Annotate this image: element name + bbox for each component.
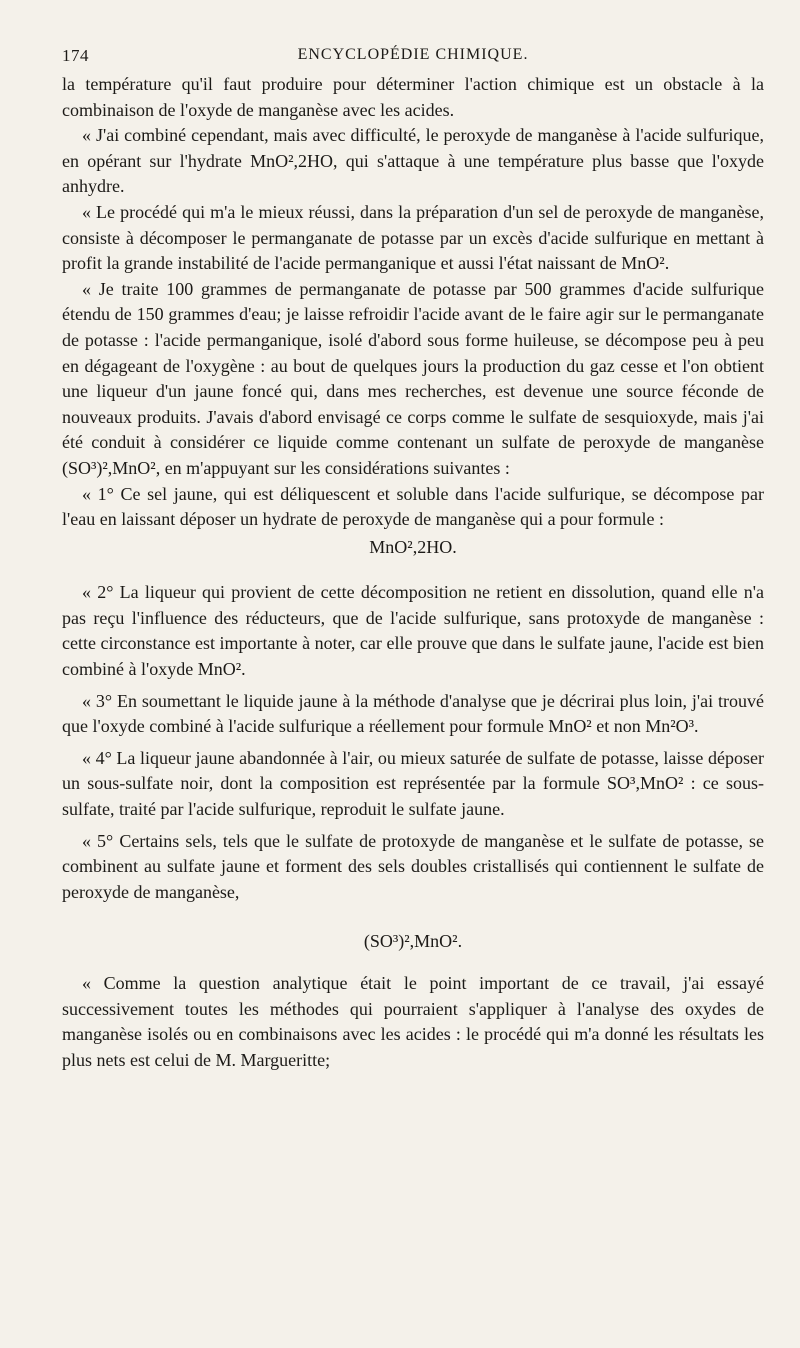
paragraph: « 5° Certains sels, tels que le sulfate de protoxyde de manganèse et le sulfate de potasse, se combinent au sulfate jaune et forment des sels doubles cristallisés qui contiennent le sulfate de peroxyde de manganèse, [62,830,764,902]
running-title: ENCYCLOPÉDIE CHIMIQUE. [297,46,529,63]
paragraph: « Comme la question analytique était le point important de ce travail, j'ai essayé successivement toutes les méthodes qui pourraient s'appliquer à l'analyse des oxydes de manganèse isolés ou en combinaisons avec les acides : le procédé qui m'a donné les résultats les plus nets est celui de M. Margueritte; [62,973,764,1070]
paragraph: « 4° La liqueur jaune abandonnée à l'air, ou mieux saturée de sulfate de potasse, laisse déposer un sous-sulfate noir, dont la composition est représentée par la formule SO³,MnO² : ce sous-sulfate, traité par l'acide sulfurique, reproduit le sulfate jaune. [62,747,764,820]
paragraph: « J'ai combiné cependant, mais avec difficulté, le peroxyde de manganèse à l'acide sulfurique, en opérant sur l'hydrate MnO²,2HO, qui s'attaque à une température plus basse que l'oxyde anhydre. [62,125,764,197]
page-number: 174 [62,46,89,65]
book-page [62,40,764,1073]
formula: MnO²,2HO. [369,536,457,557]
paragraph: « 1° Ce sel jaune, qui est déliquescent et soluble dans l'acide sulfurique, se décompose par l'eau en laissant déposer un hydrate de peroxyde de manganèse qui a pour formule : [62,483,764,530]
paragraph: « Je traite 100 grammes de permanganate de potasse par 500 grammes d'acide sulfurique étendu de 150 grammes d'eau; je laisse refroidir l'acide avant de le faire agir sur le permanganate de potasse : l'acide permanganique, isolé d'abord sous forme huileuse, se décompose peu à peu en dégageant de l'oxygène : au bout de quelques jours la production du gaz cesse et l'on obtient une liqueur d'un jaune foncé qui, dans mes recherches, est devenue une source féconde de nouveaux produits. J'avais d'abord envisagé ce corps comme le sulfate de sesquioxyde, mais j'ai été conduit à considérer ce liquide comme contenant un sulfate de peroxyde de manganèse (SO³)²,MnO², en m'appuyant sur les considérations suivantes : [62,278,764,478]
paragraph: la température qu'il faut produire pour déterminer l'action chimique est un obstacle à la combinaison de l'oxyde de manganèse avec les acides. [62,74,764,120]
paragraph: « Le procédé qui m'a le mieux réussi, dans la préparation d'un sel de peroxyde de manganèse, consiste à décomposer le permanganate de potasse par un excès d'acide sulfurique en mettant à profit la grande instabilité de l'acide permanganique et aussi l'état naissant de MnO². [62,201,764,274]
page-header [62,40,764,72]
paragraph: « 2° La liqueur qui provient de cette décomposition ne retient en dissolution, quand elle n'a pas reçu l'influence des réducteurs, que de l'acide sulfurique, sans protoxyde de manganèse : cette circonstance est importante à noter, car elle prouve que dans le sulfate jaune, l'acide est bien combiné à l'oxyde MnO². [62,582,764,680]
paragraph: « 3° En soumettant le liquide jaune à la méthode d'analyse que je décrirai plus loin, j'ai trouvé que l'oxyde combiné à l'acide sulfurique a réellement pour formule MnO² et non Mn²O³. [62,690,764,737]
formula: (SO³)²,MnO². [363,931,463,952]
body-text [62,72,764,1073]
